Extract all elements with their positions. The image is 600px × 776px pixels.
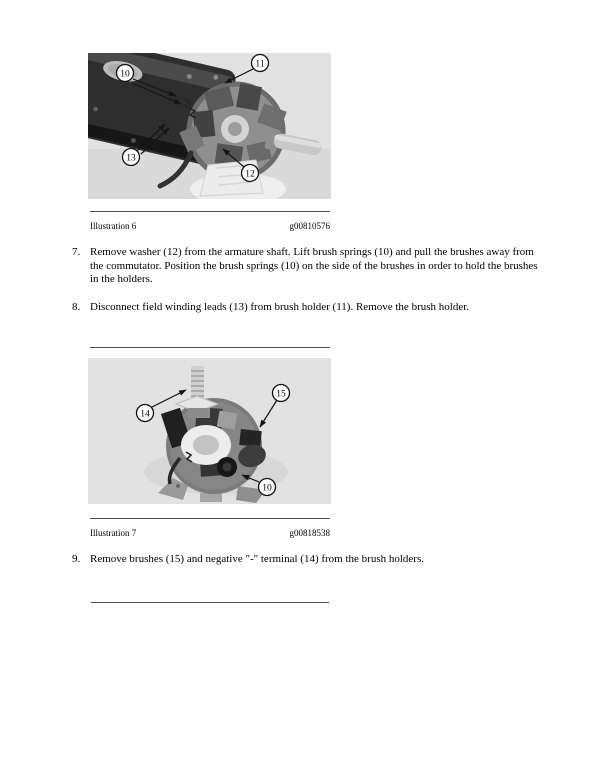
illustration-7-divider — [90, 518, 330, 519]
step-7-number: 7. — [72, 246, 81, 258]
illustration-7-ref: g00818538 — [289, 528, 330, 538]
illustration-6-caption-row — [90, 221, 330, 232]
svg-text:10: 10 — [120, 69, 130, 80]
illustration-6-photo — [88, 53, 331, 199]
step-9-number: 9. — [72, 553, 81, 565]
svg-text:13: 13 — [126, 153, 136, 164]
illustration-6-caption: Illustration 6 — [90, 221, 137, 231]
step-7-text: Remove washer (12) from the armature shaft. Lift brush springs (10) and pull the brushes away from the commutator. Position the brush springs (10) on the side of the brushes in order to hold the brushes in the holders. — [90, 246, 538, 285]
step-8-number: 8. — [72, 301, 81, 313]
illustration-7-top-divider — [90, 347, 330, 348]
illustration-7-photo — [88, 358, 331, 504]
svg-text:12: 12 — [245, 169, 255, 180]
step-8-text: Disconnect field winding leads (13) from brush holder (11). Remove the brush holder. — [90, 301, 470, 313]
svg-text:15: 15 — [276, 389, 286, 400]
svg-text:11: 11 — [255, 59, 265, 70]
illustration-7-caption: Illustration 7 — [90, 528, 137, 538]
illustration-6-ref: g00810576 — [289, 221, 330, 231]
illustration-7-caption-row — [90, 528, 330, 539]
brush-holder-artwork — [88, 358, 331, 504]
illustration-6-divider — [90, 211, 330, 212]
svg-text:10: 10 — [262, 483, 272, 494]
step-9 — [72, 553, 545, 567]
illustration-6-figure — [88, 53, 331, 199]
step-7 — [72, 246, 545, 287]
section-end-divider — [91, 602, 329, 603]
step-9-text: Remove brushes (15) and negative "-" terminal (14) from the brush holders. — [90, 553, 425, 565]
illustration-7-figure — [88, 358, 331, 504]
step-8 — [72, 301, 545, 315]
svg-text:14: 14 — [140, 409, 150, 420]
